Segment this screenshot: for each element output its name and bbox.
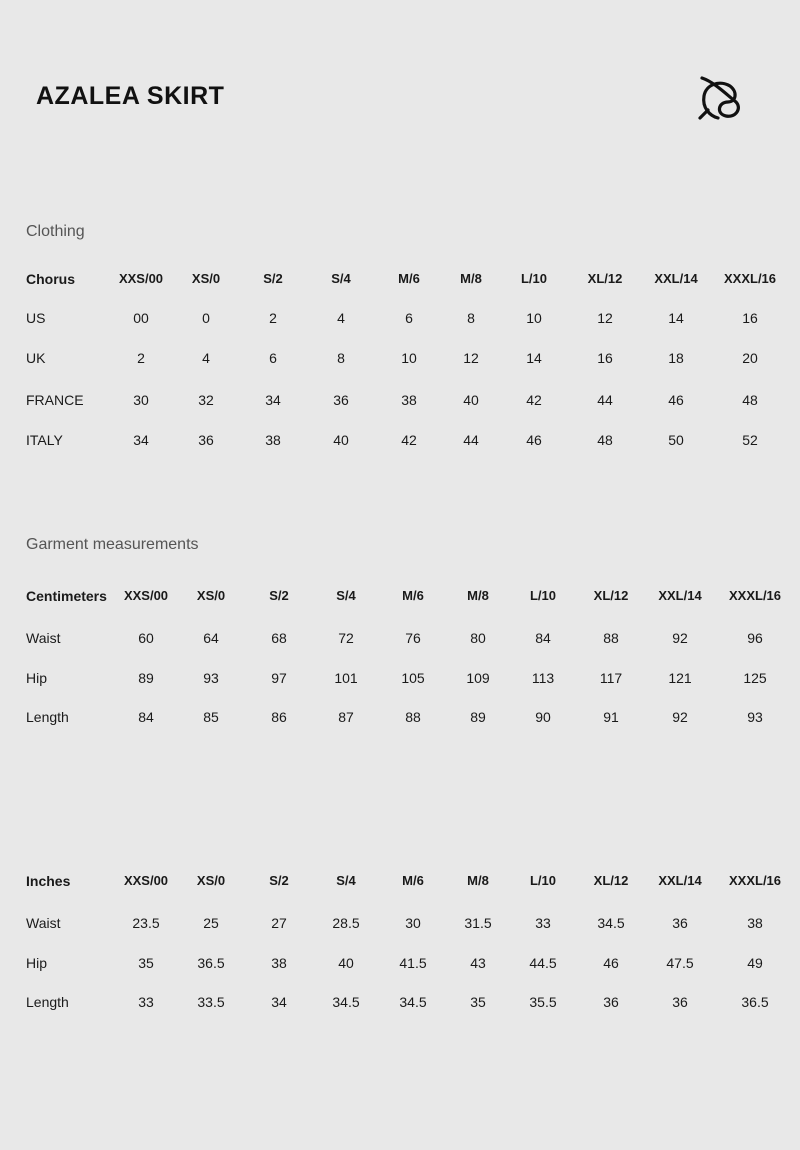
size-header-cell: S/2	[269, 873, 289, 888]
table-cell: 33.5	[197, 994, 225, 1010]
table-row	[0, 350, 800, 370]
table-cell: 93	[747, 709, 763, 725]
table-header-row	[0, 873, 800, 893]
row-label: ITALY	[26, 432, 63, 448]
table-cell: 18	[668, 350, 684, 366]
size-header-cell: L/10	[520, 271, 548, 286]
table-cell: 20	[742, 350, 758, 366]
table-cell: 4	[202, 350, 210, 366]
table-cell: 30	[133, 392, 149, 408]
table-cell: 31.5	[464, 915, 492, 931]
table-cell: 49	[747, 955, 763, 971]
table-cell: 89	[470, 709, 486, 725]
row-label: Hip	[26, 670, 48, 686]
document-title: AZALEA SKIRT	[36, 82, 225, 110]
table-cell: 10	[401, 350, 417, 366]
size-header-cell: XXXL/16	[728, 588, 782, 603]
size-header-cell: M/8	[467, 588, 489, 603]
table-cell: 48	[742, 392, 758, 408]
size-header-cell: XL/12	[587, 271, 623, 286]
size-header-cell: M/8	[460, 271, 482, 286]
size-header-cell: M/8	[467, 873, 489, 888]
table-cell: 68	[271, 630, 287, 646]
table-cell: 88	[405, 709, 421, 725]
table-cell: 28.5	[332, 915, 360, 931]
table-cell: 101	[334, 670, 358, 686]
table-cell: 60	[138, 630, 154, 646]
table-cell: 0	[202, 310, 210, 326]
table-cell: 34.5	[597, 915, 625, 931]
table-cell: 14	[526, 350, 542, 366]
table-header-row	[0, 271, 800, 291]
table-cell: 35.5	[529, 994, 557, 1010]
table-cell: 42	[401, 432, 417, 448]
table-cell: 117	[599, 670, 623, 686]
size-header-cell: XS/0	[196, 873, 226, 888]
row-label: Hip	[26, 955, 48, 971]
size-header-cell: XXL/14	[654, 271, 698, 286]
table-cell: 43	[470, 955, 486, 971]
table-cell: 97	[271, 670, 287, 686]
table-cell: 64	[203, 630, 219, 646]
table-cell: 52	[742, 432, 758, 448]
table-row	[0, 630, 800, 650]
size-header-cell: S/4	[331, 271, 351, 286]
table-cell: 25	[203, 915, 219, 931]
table-cell: 35	[138, 955, 154, 971]
table-header-label: Inches	[26, 873, 71, 889]
table-row	[0, 915, 800, 935]
table-cell: 34.5	[399, 994, 427, 1010]
table-cell: 2	[269, 310, 277, 326]
table-header-label: Centimeters	[26, 588, 107, 604]
table-cell: 40	[463, 392, 479, 408]
size-header-cell: XXXL/16	[723, 271, 777, 286]
size-header-cell: XXXL/16	[728, 873, 782, 888]
size-header-cell: XXL/14	[658, 873, 702, 888]
table-cell: 36	[333, 392, 349, 408]
table-cell: 87	[338, 709, 354, 725]
table-cell: 2	[137, 350, 145, 366]
table-cell: 105	[401, 670, 425, 686]
table-cell: 92	[672, 709, 688, 725]
table-header-label: Chorus	[26, 271, 75, 287]
size-header-cell: XXS/00	[118, 271, 164, 286]
table-cell: 23.5	[132, 915, 160, 931]
table-cell: 113	[531, 670, 555, 686]
table-row	[0, 709, 800, 729]
size-header-cell: M/6	[398, 271, 420, 286]
table-cell: 84	[138, 709, 154, 725]
table-cell: 91	[603, 709, 619, 725]
clothing-section-title: Clothing	[26, 223, 85, 240]
size-header-cell: XXS/00	[123, 873, 169, 888]
table-cell: 8	[337, 350, 345, 366]
table-cell: 46	[668, 392, 684, 408]
table-cell: 6	[269, 350, 277, 366]
table-cell: 34.5	[332, 994, 360, 1010]
table-cell: 36	[603, 994, 619, 1010]
table-cell: 38	[265, 432, 281, 448]
table-cell: 46	[603, 955, 619, 971]
size-header-cell: M/6	[402, 873, 424, 888]
table-cell: 6	[405, 310, 413, 326]
table-cell: 42	[526, 392, 542, 408]
table-cell: 89	[138, 670, 154, 686]
table-cell: 125	[743, 670, 767, 686]
table-cell: 36	[672, 994, 688, 1010]
table-row	[0, 670, 800, 690]
row-label: Waist	[26, 915, 61, 931]
table-cell: 50	[668, 432, 684, 448]
size-header-cell: XXS/00	[123, 588, 169, 603]
size-header-cell: S/4	[336, 873, 356, 888]
table-cell: 44	[463, 432, 479, 448]
table-cell: 16	[597, 350, 613, 366]
table-row	[0, 994, 800, 1014]
table-cell: 27	[271, 915, 287, 931]
size-header-cell: XS/0	[191, 271, 221, 286]
table-cell: 92	[672, 630, 688, 646]
table-cell: 41.5	[399, 955, 427, 971]
table-cell: 30	[405, 915, 421, 931]
table-row	[0, 392, 800, 412]
table-cell: 76	[405, 630, 421, 646]
table-cell: 34	[271, 994, 287, 1010]
size-header-cell: L/10	[529, 588, 557, 603]
table-cell: 36	[672, 915, 688, 931]
size-header-cell: L/10	[529, 873, 557, 888]
table-cell: 85	[203, 709, 219, 725]
garment-section-title: Garment measurements	[26, 536, 199, 553]
table-cell: 35	[470, 994, 486, 1010]
table-cell: 44	[597, 392, 613, 408]
table-cell: 121	[668, 670, 692, 686]
row-label: Length	[26, 994, 69, 1010]
table-row	[0, 310, 800, 330]
table-cell: 36.5	[741, 994, 769, 1010]
table-cell: 34	[265, 392, 281, 408]
table-cell: 84	[535, 630, 551, 646]
table-cell: 36	[198, 432, 214, 448]
table-cell: 12	[597, 310, 613, 326]
table-cell: 36.5	[197, 955, 225, 971]
size-header-cell: M/6	[402, 588, 424, 603]
table-cell: 33	[535, 915, 551, 931]
table-cell: 80	[470, 630, 486, 646]
table-cell: 93	[203, 670, 219, 686]
table-cell: 16	[742, 310, 758, 326]
table-cell: 4	[337, 310, 345, 326]
table-header-row	[0, 588, 800, 608]
size-header-cell: S/2	[269, 588, 289, 603]
table-cell: 86	[271, 709, 287, 725]
table-cell: 40	[338, 955, 354, 971]
table-cell: 10	[526, 310, 542, 326]
table-cell: 14	[668, 310, 684, 326]
row-label: FRANCE	[26, 392, 84, 408]
table-cell: 46	[526, 432, 542, 448]
row-label: Waist	[26, 630, 61, 646]
table-cell: 40	[333, 432, 349, 448]
table-cell: 12	[463, 350, 479, 366]
size-header-cell: S/2	[263, 271, 283, 286]
table-cell: 38	[401, 392, 417, 408]
row-label: Length	[26, 709, 69, 725]
table-cell: 32	[198, 392, 214, 408]
table-cell: 38	[747, 915, 763, 931]
size-header-cell: S/4	[336, 588, 356, 603]
table-cell: 00	[133, 310, 149, 326]
size-header-cell: XS/0	[196, 588, 226, 603]
table-cell: 34	[133, 432, 149, 448]
table-row	[0, 955, 800, 975]
table-row	[0, 432, 800, 452]
table-cell: 90	[535, 709, 551, 725]
table-cell: 96	[747, 630, 763, 646]
table-cell: 38	[271, 955, 287, 971]
size-header-cell: XL/12	[593, 873, 629, 888]
size-header-cell: XL/12	[593, 588, 629, 603]
size-header-cell: XXL/14	[658, 588, 702, 603]
table-cell: 72	[338, 630, 354, 646]
table-cell: 44.5	[529, 955, 557, 971]
table-cell: 47.5	[666, 955, 694, 971]
table-cell: 8	[467, 310, 475, 326]
row-label: US	[26, 310, 46, 326]
row-label: UK	[26, 350, 46, 366]
table-cell: 88	[603, 630, 619, 646]
table-cell: 33	[138, 994, 154, 1010]
brand-logo-icon	[696, 72, 744, 124]
table-cell: 48	[597, 432, 613, 448]
table-cell: 109	[466, 670, 490, 686]
